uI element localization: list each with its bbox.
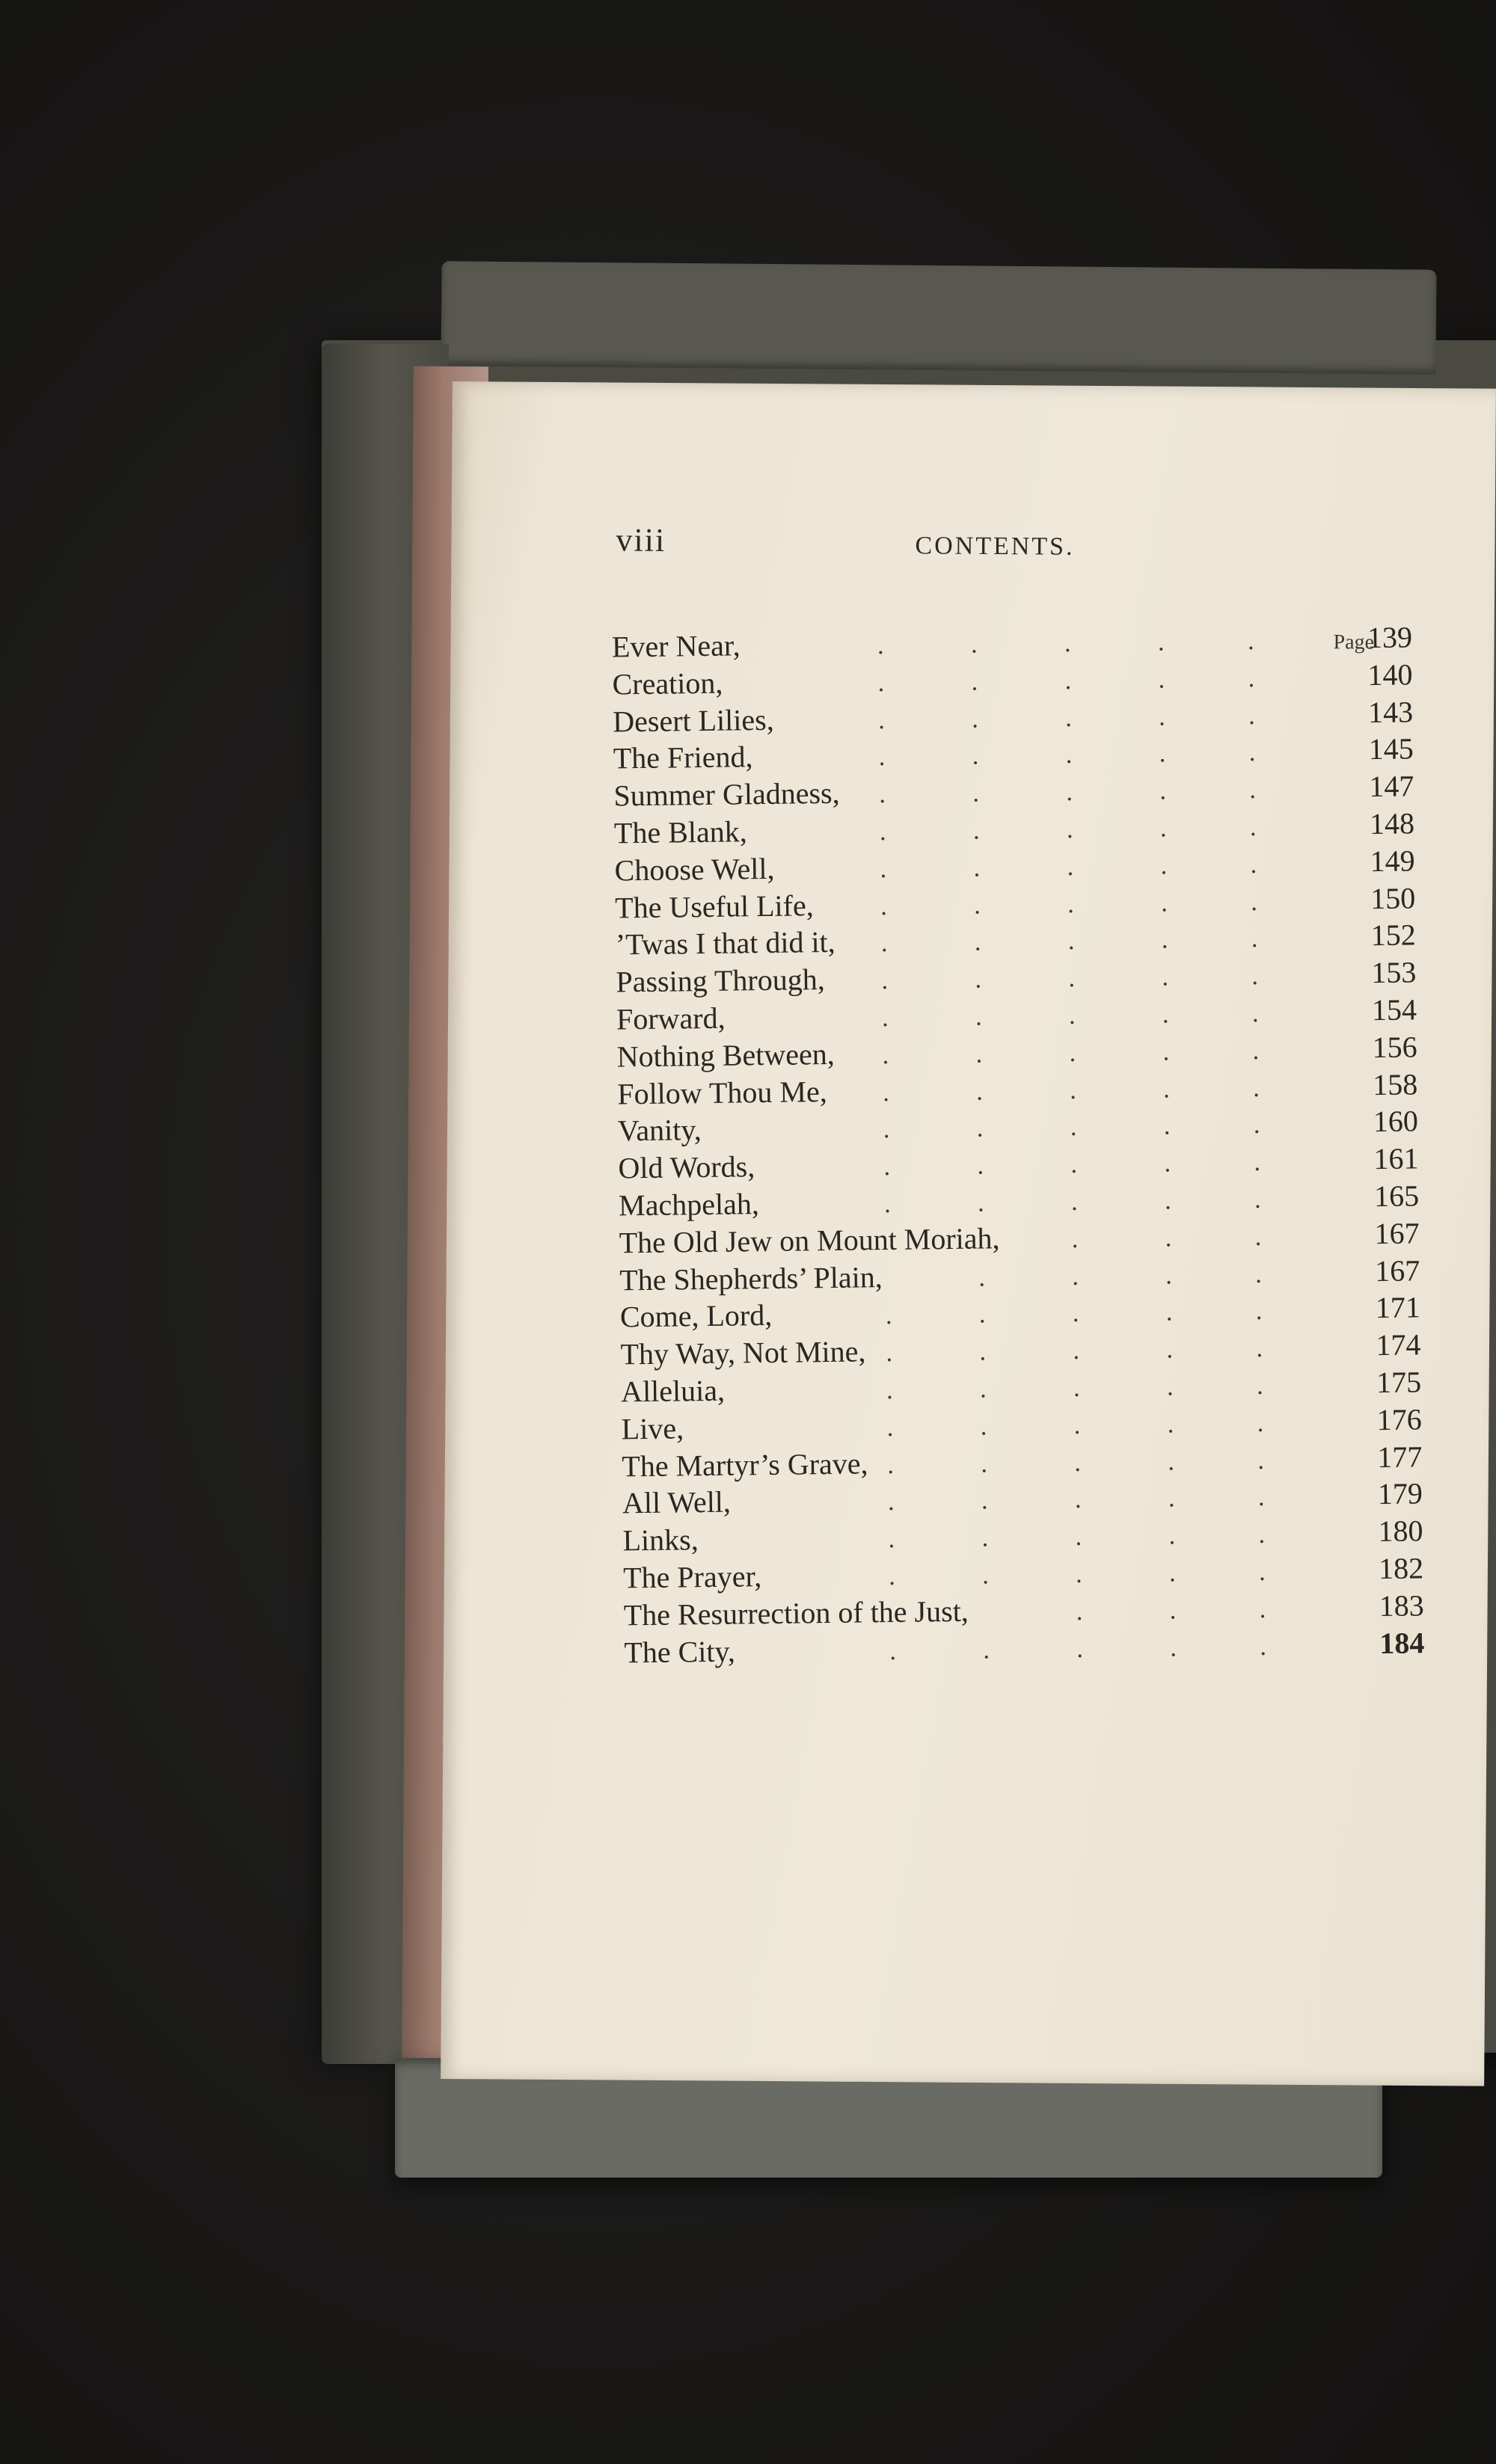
leader-dot: . xyxy=(877,632,884,660)
leader-dot: . xyxy=(1248,739,1256,767)
leader-dot: . xyxy=(1068,1001,1076,1030)
leader-dot: . xyxy=(1073,1411,1081,1440)
toc-entry-page-number: 184 xyxy=(1379,1625,1425,1660)
leader-dot: . xyxy=(887,1488,895,1517)
leader-dot: . xyxy=(972,779,980,808)
toc-entry-page-number: 160 xyxy=(1373,1104,1419,1139)
leader-dot: . xyxy=(883,1078,890,1107)
leader-dot: . xyxy=(975,1003,982,1031)
toc-entry-title: Machpelah, xyxy=(618,1187,760,1223)
leader-dot: . xyxy=(1252,1036,1260,1065)
leader-dot: . xyxy=(1166,1373,1174,1401)
leader-dot: . xyxy=(1071,1225,1079,1253)
toc-entry-title: Desert Lilies, xyxy=(612,702,774,739)
contents-list xyxy=(612,619,1455,1672)
leader-dot: . xyxy=(1170,1633,1177,1662)
toc-entry-title: Alleluia, xyxy=(620,1373,726,1409)
toc-entry-title: The Prayer, xyxy=(622,1559,762,1595)
leader-dot: . xyxy=(973,854,981,882)
toc-entry-title: ’Twas I that did it, xyxy=(615,925,836,962)
leader-dot: . xyxy=(1162,1038,1170,1066)
leader-dot: . xyxy=(1070,1113,1077,1142)
leader-dot: . xyxy=(1248,664,1255,692)
leader-dot: . xyxy=(1075,1560,1082,1588)
leader-dot: . xyxy=(981,1561,989,1590)
toc-entry-title: Forward, xyxy=(616,1001,726,1036)
toc-entry-title: The Martyr’s Grave, xyxy=(622,1445,868,1483)
toc-entry-page-number: 180 xyxy=(1378,1514,1423,1549)
leader-dots xyxy=(622,1521,1266,1552)
leader-dots xyxy=(622,1410,1265,1440)
toc-entry-page-number: 171 xyxy=(1375,1290,1421,1325)
leader-dot: . xyxy=(1070,1076,1076,1105)
leader-dot: . xyxy=(1157,628,1165,657)
leader-dot: . xyxy=(1067,927,1075,956)
toc-entry-page-number: 158 xyxy=(1372,1066,1418,1102)
leader-dot: . xyxy=(977,1152,984,1180)
leader-dot: . xyxy=(879,781,886,809)
leader-dot: . xyxy=(1066,778,1073,807)
leader-dot: . xyxy=(883,1116,890,1144)
toc-entry-page-number: 174 xyxy=(1376,1327,1421,1362)
leader-dot: . xyxy=(1249,776,1257,805)
leader-dot: . xyxy=(1257,1409,1264,1437)
leader-dot: . xyxy=(975,965,982,994)
leader-dot: . xyxy=(1067,890,1074,918)
leader-dot: . xyxy=(1161,926,1168,954)
leader-dot: . xyxy=(980,1413,987,1441)
toc-entry-title: The Shepherds’ Plain, xyxy=(619,1259,883,1297)
leader-dot: . xyxy=(1256,1371,1263,1400)
leader-dot: . xyxy=(1069,1039,1076,1067)
toc-entry-title: The Friend, xyxy=(613,740,753,775)
leader-dot: . xyxy=(1074,1486,1082,1514)
leader-dot: . xyxy=(889,1637,897,1665)
leader-dot: . xyxy=(1160,889,1168,918)
toc-entry-page-number: 179 xyxy=(1377,1476,1423,1511)
toc-entry-page-number: 176 xyxy=(1376,1402,1422,1437)
leader-dot: . xyxy=(1064,666,1072,695)
leader-dot: . xyxy=(880,855,887,883)
leader-dot: . xyxy=(1065,741,1073,769)
leader-dot: . xyxy=(882,1041,889,1069)
leader-dot: . xyxy=(1167,1410,1174,1439)
page-folio: viii xyxy=(616,521,666,559)
leader-dot: . xyxy=(977,1189,984,1217)
toc-entry-title: The Useful Life, xyxy=(614,888,814,925)
leader-dot: . xyxy=(1076,1635,1084,1663)
leader-dot: . xyxy=(1160,852,1168,880)
leader-dot: . xyxy=(1168,1522,1176,1550)
leader-dot: . xyxy=(1074,1448,1082,1477)
leader-dot: . xyxy=(981,1487,988,1515)
leader-dot: . xyxy=(974,928,981,956)
leader-dot: . xyxy=(1253,1111,1260,1140)
leader-dot: . xyxy=(1158,703,1165,731)
leader-dot: . xyxy=(879,818,886,847)
leader-dot: . xyxy=(1165,1224,1172,1253)
running-title: CONTENTS. xyxy=(915,532,1075,561)
toc-entry-title: Passing Through, xyxy=(616,962,825,999)
toc-entry-title: The Blank, xyxy=(613,814,748,850)
leader-dot: . xyxy=(1250,888,1257,916)
leader-dot: . xyxy=(883,1190,891,1219)
toc-entry-page-number: 143 xyxy=(1367,695,1414,729)
toc-entry-title: Live, xyxy=(621,1411,684,1446)
toc-entry-page-number: 167 xyxy=(1374,1253,1420,1288)
toc-entry-title: The Old Jew on Mount Moriah, xyxy=(619,1220,1000,1260)
leader-dot: . xyxy=(880,930,888,958)
leader-dot: . xyxy=(1076,1597,1083,1626)
page-column-label: Page xyxy=(1333,630,1375,654)
leader-dot: . xyxy=(1165,1298,1173,1327)
leader-dot: . xyxy=(1159,777,1167,805)
toc-entry-page-number: 150 xyxy=(1370,880,1416,915)
leader-dot: . xyxy=(1258,1558,1266,1586)
leader-dot: . xyxy=(1159,814,1167,843)
toc-entry-title: The Resurrection of the Just, xyxy=(623,1594,969,1632)
toc-entry-page-number: 140 xyxy=(1367,657,1413,692)
leader-dot: . xyxy=(978,1300,986,1329)
leader-dot: . xyxy=(976,1114,984,1143)
leader-dot: . xyxy=(1165,1261,1173,1290)
leader-dot: . xyxy=(1253,1074,1260,1102)
leader-dot: . xyxy=(1256,1335,1263,1363)
toc-entry-page-number: 147 xyxy=(1369,769,1414,804)
leader-dot: . xyxy=(1064,704,1072,732)
toc-entry-page-number: 145 xyxy=(1368,731,1414,766)
toc-entry-title: Old Words, xyxy=(618,1149,755,1185)
toc-entry-title: The City, xyxy=(624,1634,736,1669)
leader-dot: . xyxy=(1257,1446,1265,1475)
toc-entry-title: Follow Thou Me, xyxy=(617,1074,827,1111)
leader-dot: . xyxy=(1070,1151,1078,1179)
toc-entry-page-number: 165 xyxy=(1373,1179,1420,1214)
leader-dot: . xyxy=(1248,701,1255,730)
leader-dot: . xyxy=(983,1635,990,1665)
leader-dot: . xyxy=(1168,1484,1175,1513)
leader-dot: . xyxy=(1257,1484,1265,1512)
toc-entry-title: Come, Lord, xyxy=(619,1298,773,1334)
leader-dot: . xyxy=(1066,815,1073,844)
leader-dot: . xyxy=(1168,1447,1175,1476)
toc-entry-page-number: 175 xyxy=(1376,1365,1422,1400)
toc-entry-page-number: 154 xyxy=(1371,992,1417,1027)
leader-dot: . xyxy=(1254,1149,1261,1177)
leader-dot: . xyxy=(877,706,885,734)
leader-dot: . xyxy=(1168,1559,1176,1588)
toc-entry-page-number: 182 xyxy=(1378,1551,1424,1585)
toc-entry-page-number: 161 xyxy=(1373,1141,1419,1176)
leader-dot: . xyxy=(1255,1297,1263,1326)
toc-entry-page-number: 149 xyxy=(1370,844,1415,878)
leader-dot: . xyxy=(971,705,978,734)
leader-dot: . xyxy=(970,630,978,659)
toc-entry-page-number: 153 xyxy=(1371,955,1417,990)
leader-dot: . xyxy=(1073,1374,1080,1402)
leader-dot: . xyxy=(1159,740,1166,768)
leader-dot: . xyxy=(981,1524,989,1552)
toc-entry-page-number: 183 xyxy=(1379,1588,1424,1623)
leader-dot: . xyxy=(976,1078,984,1106)
toc-entry-page-number: 167 xyxy=(1374,1216,1420,1250)
leader-dot: . xyxy=(886,1376,893,1405)
leader-dot: . xyxy=(888,1526,895,1554)
toc-entry-title: Choose Well, xyxy=(614,851,775,888)
leader-dot: . xyxy=(1164,1187,1171,1215)
leader-dot: . xyxy=(1064,629,1071,658)
leader-dot: . xyxy=(881,967,889,995)
leader-dots xyxy=(618,1111,1261,1142)
leader-dot: . xyxy=(1070,1188,1078,1216)
leader-dot: . xyxy=(1068,965,1076,993)
leader-dot: . xyxy=(1251,962,1259,991)
leader-dot: . xyxy=(1250,850,1257,879)
toc-entry-title: Links, xyxy=(622,1523,699,1558)
toc-entry-title: Creation, xyxy=(612,666,723,701)
toc-entry-title: Thy Way, Not Mine, xyxy=(620,1334,866,1371)
leader-dot: . xyxy=(1258,1521,1266,1549)
leader-dot: . xyxy=(885,1302,892,1330)
leader-dot: . xyxy=(1163,1075,1170,1104)
leader-dot: . xyxy=(981,1449,988,1478)
leader-dot: . xyxy=(1254,1185,1261,1214)
leader-dot: . xyxy=(1169,1597,1177,1625)
leader-dot: . xyxy=(878,743,886,772)
leader-dot: . xyxy=(971,668,978,696)
leader-dot: . xyxy=(1075,1523,1082,1552)
leader-dot: . xyxy=(978,1264,986,1292)
leader-dot: . xyxy=(1067,852,1074,881)
leader-dot: . xyxy=(975,1040,983,1069)
leader-dot: . xyxy=(1163,1112,1171,1140)
leader-dot: . xyxy=(881,1004,889,1033)
page-header xyxy=(451,520,1495,572)
toc-entry-title: Vanity, xyxy=(617,1113,702,1148)
leader-dot: . xyxy=(1247,627,1254,656)
leader-dot: . xyxy=(1162,963,1169,992)
toc-entry-title: Ever Near, xyxy=(611,628,741,664)
leader-dot: . xyxy=(1260,1632,1267,1661)
leader-dot: . xyxy=(1072,1300,1079,1328)
leader-dot: . xyxy=(886,1413,894,1442)
leader-dot: . xyxy=(1251,999,1259,1028)
toc-entry-page-number: 177 xyxy=(1377,1439,1423,1474)
leader-dot: . xyxy=(1072,1262,1079,1291)
leader-dot: . xyxy=(1249,813,1257,842)
leader-dot: . xyxy=(1251,925,1258,953)
leader-dot: . xyxy=(887,1451,895,1479)
leader-dot: . xyxy=(1166,1336,1174,1364)
leader-dot: . xyxy=(972,742,979,771)
leader-dot: . xyxy=(886,1339,893,1368)
toc-entry-title: Summer Gladness, xyxy=(613,775,840,813)
leader-dot: . xyxy=(1158,666,1165,694)
leader-dot: . xyxy=(979,1338,987,1366)
toc-entry-page-number: 148 xyxy=(1369,806,1415,841)
leader-dot: . xyxy=(1254,1223,1262,1251)
toc-entry-page-number: 139 xyxy=(1367,620,1413,655)
book-page xyxy=(441,381,1496,2086)
leader-dot: . xyxy=(883,1153,891,1182)
toc-entry-page-number: 152 xyxy=(1370,918,1417,953)
leader-dot: . xyxy=(888,1562,895,1591)
toc-entry-title: All Well, xyxy=(622,1484,732,1520)
leader-dot: . xyxy=(1073,1337,1080,1365)
leader-dot: . xyxy=(880,892,887,921)
leader-dot: . xyxy=(1255,1260,1263,1288)
leader-dot: . xyxy=(979,1375,987,1404)
leader-dot: . xyxy=(974,891,981,920)
leader-dot: . xyxy=(1164,1149,1171,1178)
toc-entry-page-number: 156 xyxy=(1372,1030,1417,1064)
book-cover-top-edge xyxy=(441,261,1436,375)
leader-dot: . xyxy=(972,817,980,845)
leader-dot: . xyxy=(1259,1595,1266,1623)
leader-dot: . xyxy=(877,669,885,697)
leader-dot: . xyxy=(1162,1001,1169,1029)
toc-entry-title: Nothing Between, xyxy=(616,1036,835,1074)
